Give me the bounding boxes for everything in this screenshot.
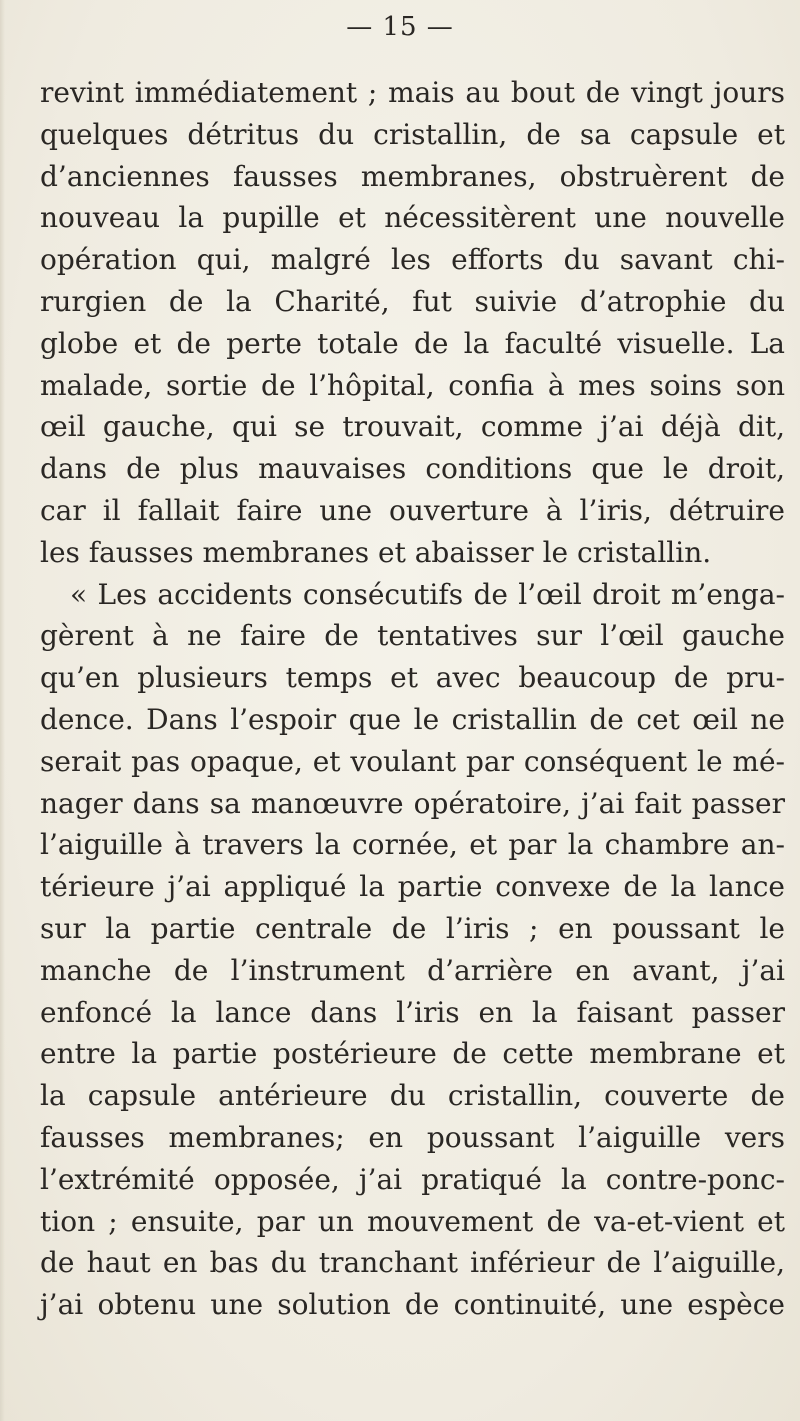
text-line: j’ai obtenu une solution de continuité, une espèce [40,1288,785,1322]
text-line: tion ; ensuite, par un mouvement de va-et-vient et [40,1204,785,1238]
text-line: de haut en bas du tranchant inférieur de l’aiguille, [40,1246,785,1280]
text-line: serait pas opaque, et voulant par conséquent le mé- [40,744,785,778]
text-line: globe et de perte totale de la faculté visuelle. La [40,326,785,360]
text-line: enfoncé la lance dans l’iris en la faisant passer [40,995,785,1029]
text-line: qu’en plusieurs temps et avec beaucoup de pru- [40,661,785,695]
text-line: entre la partie postérieure de cette membrane et [40,1037,785,1071]
text-line: revint immédiatement ; mais au bout de vingt jours [40,76,785,109]
text-line: dence. Dans l’espoir que le cristallin de cet œil ne [40,702,785,736]
text-line: manche de l’instrument d’arrière en avant, j’ai [40,953,785,987]
text-line: rurgien de la Charité, fut suivie d’atrophie du [40,284,785,318]
text-line: la capsule antérieure du cristallin, couverte de [40,1079,785,1113]
page-edge-shadow [0,0,5,1421]
text-line: œil gauche, qui se trouvait, comme j’ai déjà dit, [40,410,785,444]
text-line: d’anciennes fausses membranes, obstruèrent de [40,159,785,193]
text-line: nager dans sa manœuvre opératoire, j’ai fait passer [40,786,785,820]
text-line: malade, sortie de l’hôpital, confia à mes soins son [40,368,785,402]
text-line: opération qui, malgré les efforts du savant chi- [40,243,785,277]
text-line: « Les accidents consécutifs de l’œil droit m’enga- [70,577,785,611]
text-line: nouveau la pupille et nécessitèrent une nouvelle [40,201,785,235]
page-number: — 15 — [346,12,454,42]
text-line: les fausses membranes et abaisser le cristallin. [40,535,712,569]
text-line: gèrent à ne faire de tentatives sur l’œil gauche [40,619,785,653]
text-line: dans de plus mauvaises conditions que le droit, [40,452,785,486]
text-line: car il fallait faire une ouverture à l’iris, détruire [40,493,785,527]
text-line: térieure j’ai appliqué la partie convexe de la lance [40,870,785,904]
text-line: quelques détritus du cristallin, de sa capsule et [40,117,785,151]
text-line: l’aiguille à travers la cornée, et par la chambre an- [40,828,785,862]
text-line: sur la partie centrale de l’iris ; en poussant le [40,911,785,945]
text-line: fausses membranes; en poussant l’aiguille vers [40,1120,785,1154]
text-line: l’extrémité opposée, j’ai pratiqué la contre-ponc- [40,1162,785,1196]
body-text [40,72,785,1326]
